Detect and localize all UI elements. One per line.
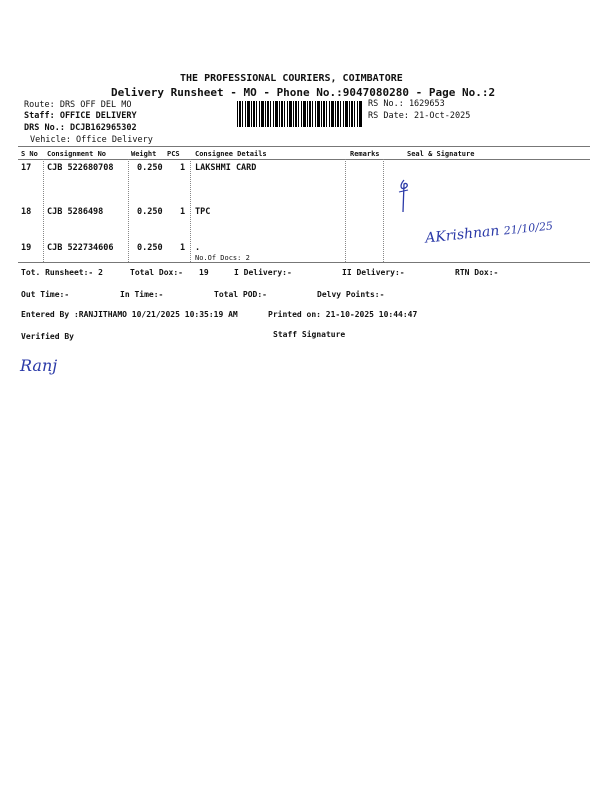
row-sno: 17 — [21, 163, 32, 173]
tot-runsheet: Tot. Runsheet:- 2 — [21, 268, 103, 277]
row-weight: 0.250 — [137, 243, 163, 253]
delvy-points-label: Delvy Points:- — [317, 290, 385, 299]
row-consignee: TPC — [195, 207, 211, 217]
route-label: Route: DRS OFF DEL MO — [24, 100, 132, 110]
company-title: THE PROFESSIONAL COURIERS, COIMBATORE — [180, 73, 403, 84]
col-divider — [383, 159, 384, 262]
total-pod-label: Total POD:- — [214, 290, 267, 299]
staff-label: Staff: OFFICE DELIVERY — [24, 111, 137, 121]
col-header-remarks: Remarks — [350, 150, 380, 158]
entered-by: Entered By :RANJITHAMO 10/21/2025 10:35:19 AM — [21, 310, 238, 319]
row-consignment-no: CJB 522734606 — [47, 243, 114, 253]
printed-on: Printed on: 21-10-2025 10:44:47 — [268, 310, 418, 319]
signature-date: 21/10/25 — [503, 219, 554, 238]
out-time-label: Out Time:- — [21, 290, 70, 299]
consignee-signature — [425, 217, 554, 246]
col-divider — [43, 159, 44, 262]
col-divider — [345, 159, 346, 262]
total-dox-label: Total Dox:- — [130, 268, 183, 277]
row-sno: 19 — [21, 243, 32, 253]
table-top-rule — [18, 146, 590, 147]
col-header-consignee: Consignee Details — [195, 150, 267, 158]
rtn-dox-label: RTN Dox:- — [455, 268, 499, 277]
col-header-pcs: PCS — [167, 150, 180, 158]
vehicle-label: Vehicle: Office Delivery — [30, 135, 153, 145]
col-divider — [190, 159, 191, 262]
row-consignee: . — [195, 243, 201, 253]
col-header-consignment: Consignment No — [47, 150, 107, 158]
row-sno: 18 — [21, 207, 32, 217]
row-consignment-no: CJB 522680708 — [47, 163, 114, 173]
staff-signature-label: Staff Signature — [273, 330, 346, 339]
verified-by-label: Verified By — [21, 332, 74, 341]
rs-date-label: RS Date: 21-Oct-2025 — [368, 111, 471, 121]
i-delivery-label: I Delivery:- — [234, 268, 292, 277]
col-divider — [128, 159, 129, 262]
col-header-seal-signature: Seal & Signature — [407, 150, 475, 158]
handwritten-mark-icon — [395, 178, 415, 214]
in-time-label: In Time:- — [120, 290, 164, 299]
col-header-weight: Weight — [131, 150, 157, 158]
row-pcs: 1 — [180, 207, 186, 217]
runsheet-title: Delivery Runsheet - MO - Phone No.:9047080280 - Page No.:2 — [111, 86, 496, 99]
row-pcs: 1 — [180, 243, 186, 253]
rs-no-label: RS No.: 1629653 — [368, 99, 445, 109]
row-consignment-no: CJB 5286498 — [47, 207, 104, 217]
total-dox-value: 19 — [199, 268, 209, 277]
ii-delivery-label: II Delivery:- — [342, 268, 405, 277]
no-of-docs: No.Of Docs: 2 — [195, 254, 250, 262]
row-weight: 0.250 — [137, 163, 163, 173]
verifier-initials: Ranj — [20, 356, 58, 375]
signature-name: AKrishnan — [424, 222, 501, 247]
row-weight: 0.250 — [137, 207, 163, 217]
table-header-rule — [18, 159, 590, 160]
runsheet-barcode — [237, 101, 362, 127]
col-header-sno: S No — [21, 150, 38, 158]
drs-no-label: DRS No.: DCJB162965302 — [24, 123, 137, 133]
row-pcs: 1 — [180, 163, 186, 173]
row-consignee: LAKSHMI CARD — [195, 163, 257, 173]
table-bottom-rule — [18, 262, 590, 263]
